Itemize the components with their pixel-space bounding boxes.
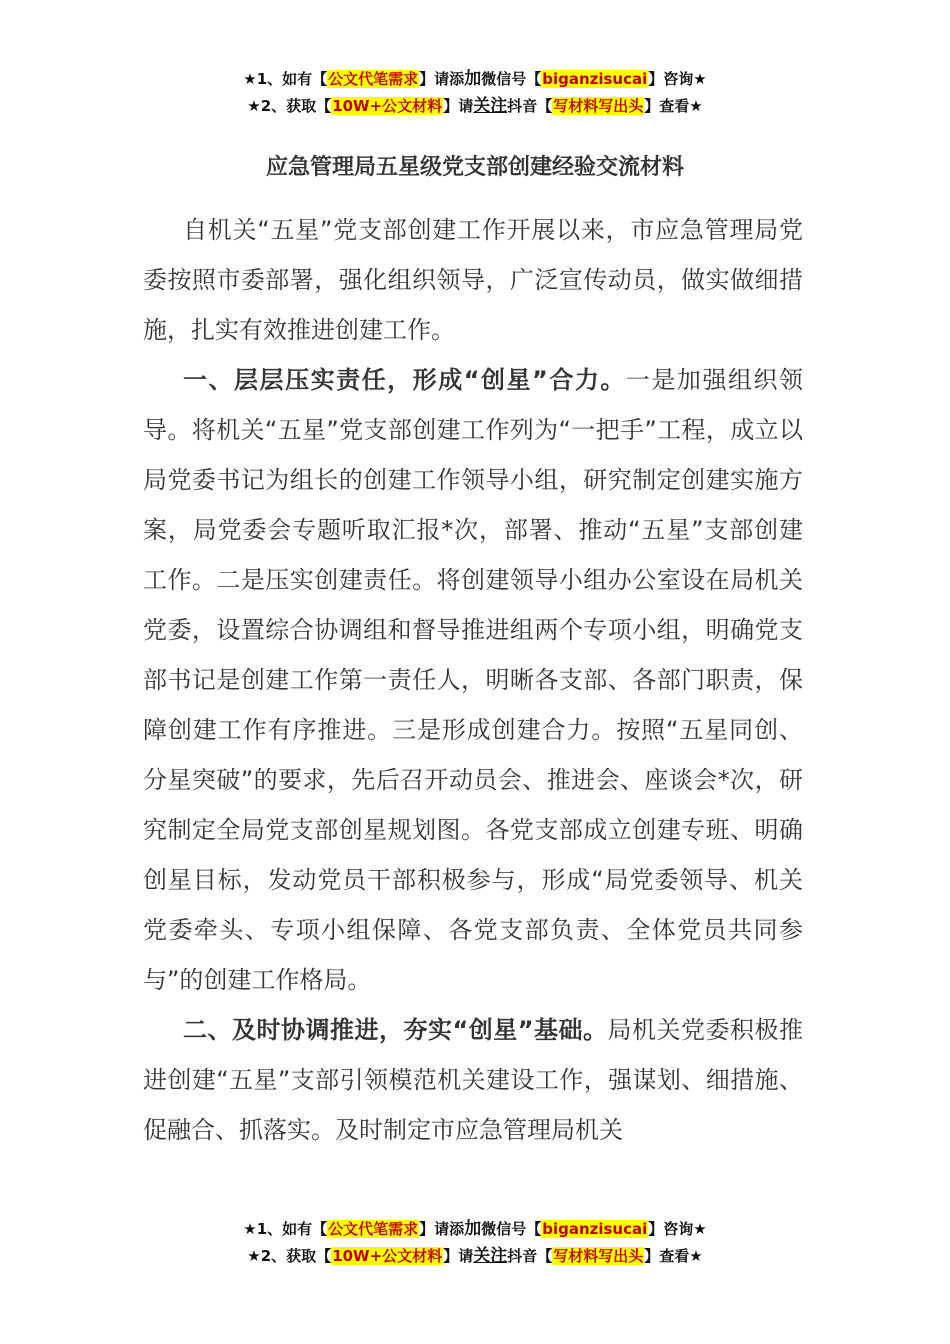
document-title: 应急管理局五星级党支部创建经验交流材料 (265, 155, 684, 180)
banner-text: 微信号【 (481, 1220, 542, 1238)
banner-text: ★1、如有【 (243, 70, 328, 88)
banner-line-2 (0, 93, 950, 120)
paragraph-section-1 (143, 355, 803, 1005)
banner-text: 】请添 (419, 70, 465, 88)
banner-text: 】查看★ (644, 97, 703, 115)
banner-line-1 (0, 1216, 950, 1243)
banner-line-1 (0, 66, 950, 93)
banner-text: 】请添 (419, 1220, 465, 1238)
highlight-service: 公文代笔需求 (328, 70, 419, 88)
banner-text: ★1、如有【 (243, 1220, 328, 1238)
banner-text: 关注 (473, 1246, 508, 1266)
banner-text: 】咨询★ (648, 70, 707, 88)
banner-text: 微信号【 (481, 70, 542, 88)
paragraph-intro (143, 205, 803, 355)
footer-banner (0, 1216, 950, 1270)
banner-text: 关注 (473, 96, 508, 116)
highlight-materials: 10W+公文材料 (332, 97, 443, 115)
highlight-wechat-id: biganzisucai (542, 70, 648, 88)
highlight-service: 公文代笔需求 (328, 1220, 419, 1238)
banner-text: ★2、获取【 (247, 1247, 332, 1265)
paragraph-heading: 二、及时协调推进，夯实“创星”基础。 (183, 1016, 608, 1044)
banner-text: 加 (464, 69, 482, 89)
banner-text: 加 (464, 1219, 482, 1239)
paragraph-text: 一是加强组织领导。将机关“五星”党支部创建工作列为“一把手”工程，成立以局党委书记为组长的创建工作领导小组，研究制定创建实施方案，局党委会专题听取汇报*次，部署、推动“五星”支部创建工作。二是压实创建责任。将创建领导小组办公室设在局机关党委，设置综合协调组和督导推进组两个专项小组，明确党支部书记是创建工作第一责任人，明晰各支部、各部门职责，保障创建工作有序推进。三是形成创建合力。按照“五星同创、分星突破”的要求，先后召开动员会、推进会、座谈会*次，研究制定全局党支部创星规划图。各党支部成立创建专班、明确创星目标，发动党员干部积极参与，形成“局党委领导、机关党委牵头、专项小组保障、各党支部负责、全体党员共同参与”的创建工作格局。 (143, 366, 804, 994)
paragraph-heading: 一、层层压实责任，形成“创星”合力。 (183, 366, 626, 394)
highlight-douyin: 写材料写出头 (553, 97, 644, 115)
banner-text: 】请 (443, 1247, 474, 1265)
paragraph-section-2 (143, 1005, 803, 1155)
banner-line-2 (0, 1243, 950, 1270)
highlight-materials: 10W+公文材料 (332, 1247, 443, 1265)
banner-text: 抖音【 (507, 97, 553, 115)
banner-text: 】请 (443, 97, 474, 115)
banner-text: ★2、获取【 (247, 97, 332, 115)
highlight-wechat-id: biganzisucai (542, 1220, 648, 1238)
banner-text: 】查看★ (644, 1247, 703, 1265)
paragraph-text: 自机关“五星”党支部创建工作开展以来，市应急管理局党委按照市委部署，强化组织领导，广泛宣传动员，做实做细措施，扎实有效推进创建工作。 (143, 216, 803, 344)
highlight-douyin: 写材料写出头 (553, 1247, 644, 1265)
banner-text: 】咨询★ (648, 1220, 707, 1238)
banner-text: 抖音【 (507, 1247, 553, 1265)
header-banner (0, 66, 950, 120)
paragraph-text: 局机关党委积极推进创建“五星”支部引领模范机关建设工作，强谋划、细措施、促融合、抓落实。及时制定市应急管理局机关 (143, 1016, 804, 1144)
document-body (143, 205, 803, 1155)
